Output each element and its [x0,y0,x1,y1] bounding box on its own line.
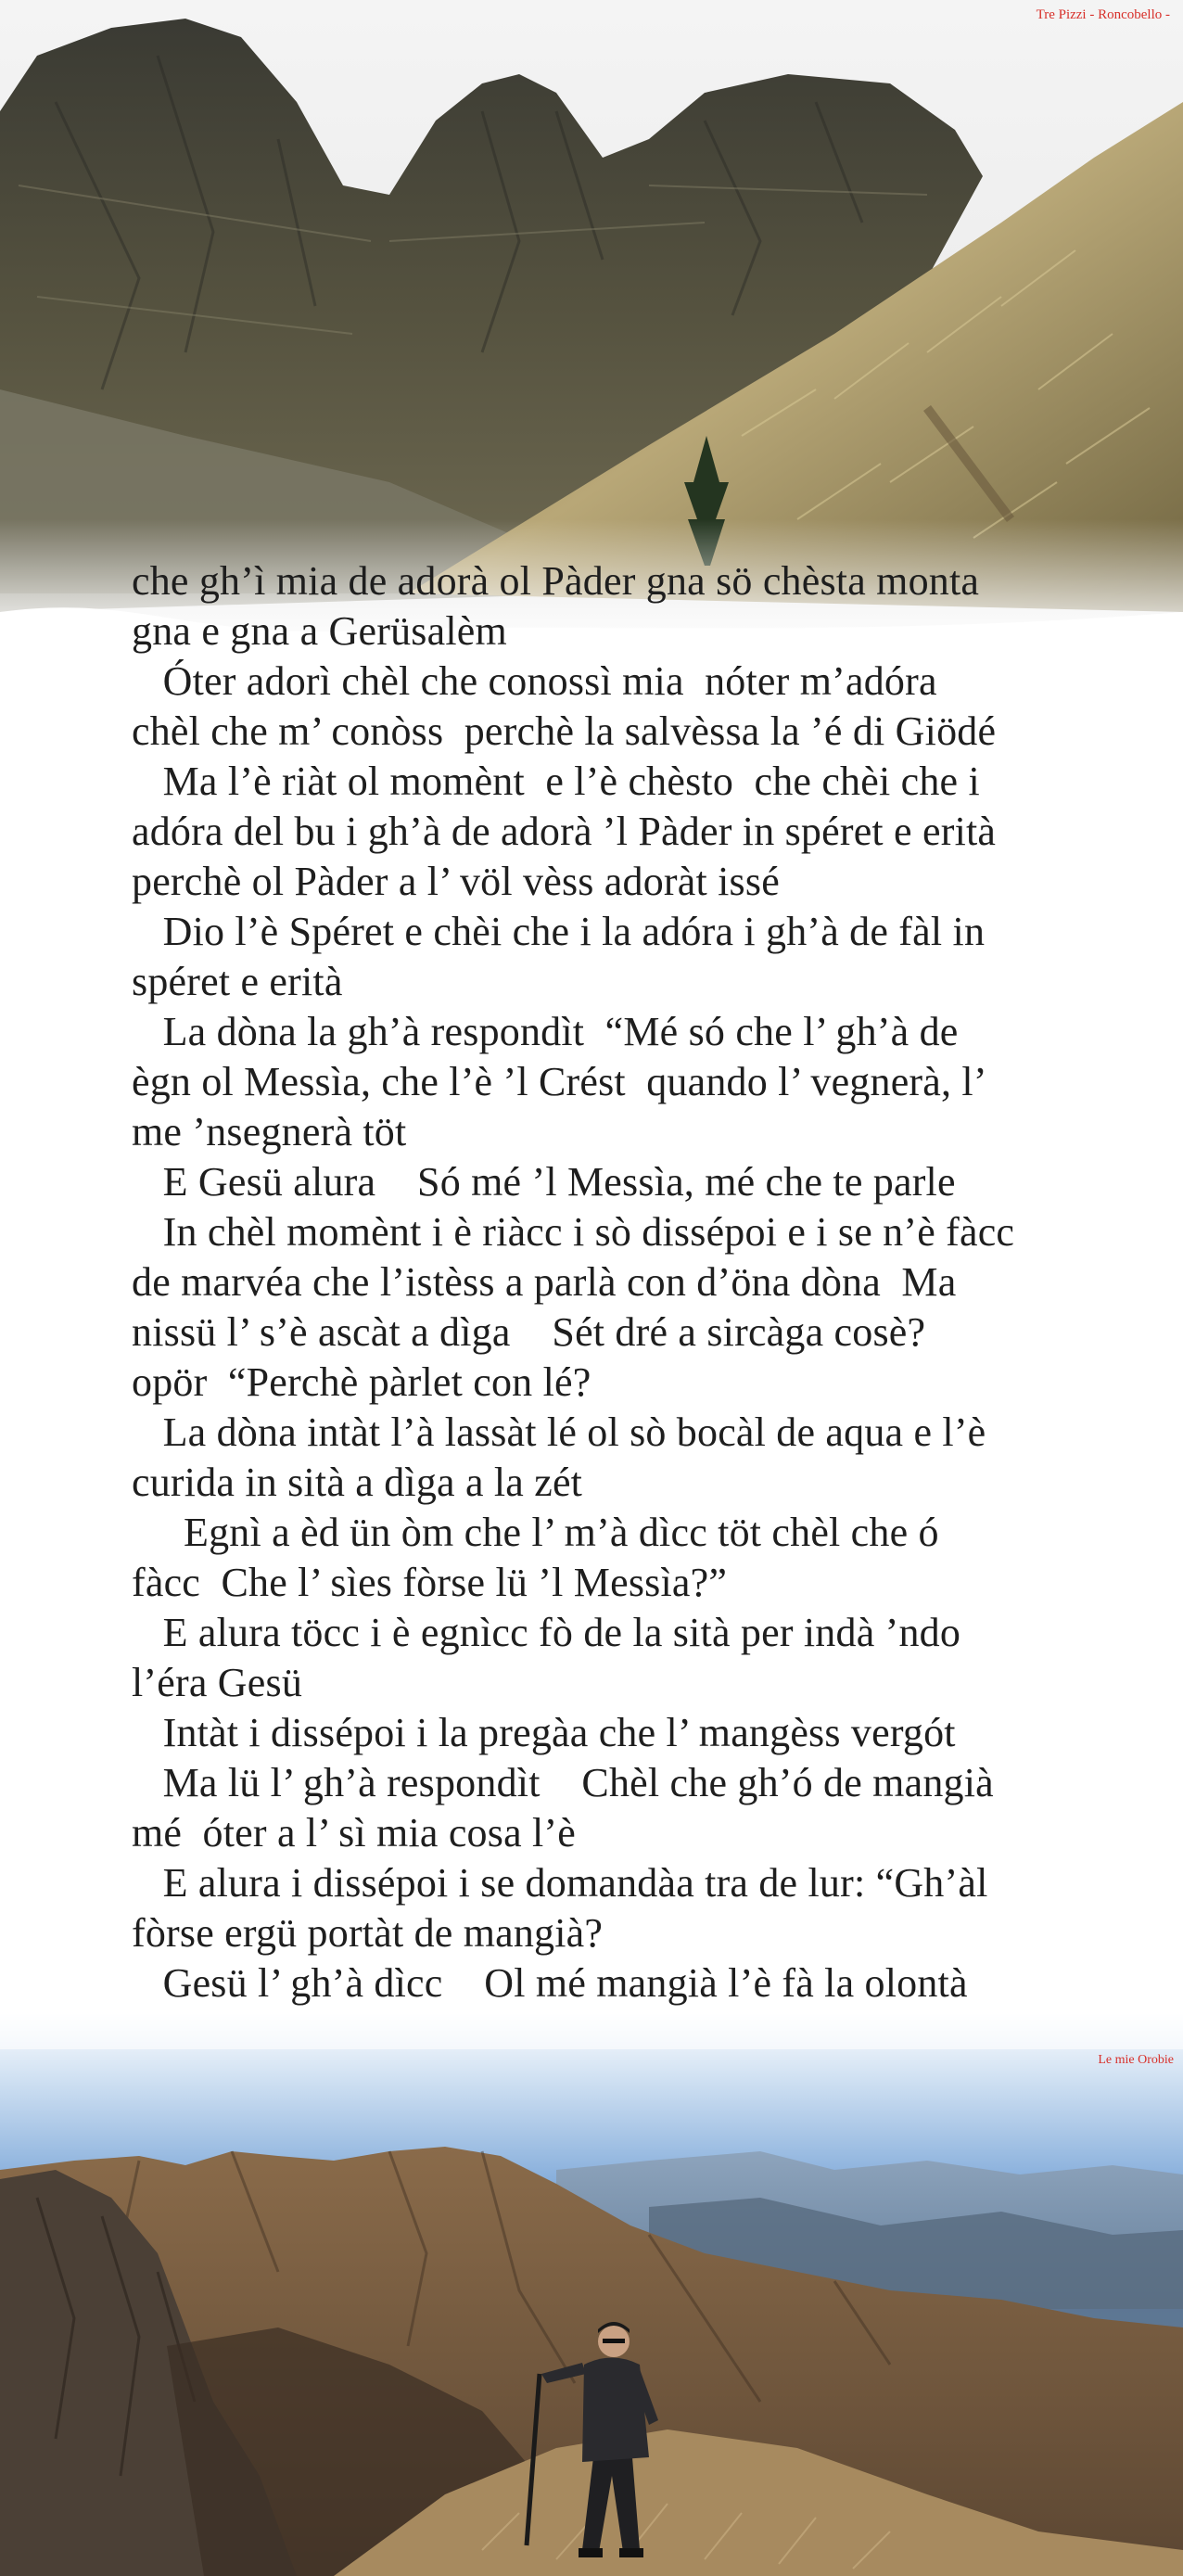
text-line: curida in sità a dìga a la zét [132,1460,583,1505]
text-line: fòrse ergü portàt de mangià? [132,1910,604,1956]
mountain-peaks-photo [0,0,1183,649]
text-line: mé óter a l’ sì mia cosa l’è [132,1810,577,1855]
photo-caption-bottom: Le mie Orobie [1098,2053,1174,2067]
text-line: Ma lü l’ gh’à respondìt Chèl che gh’ó de mangià [132,1760,994,1805]
text-line: me ’nsegnerà töt [132,1109,407,1154]
top-photo [0,0,1183,649]
bottom-photo [0,2012,1183,2576]
text-line: de marvéa che l’istèss a parlà con d’öna dòna Ma [132,1259,957,1305]
hiker-on-ridge-photo [0,2012,1183,2576]
text-line: La dòna la gh’à respondìt “Mé só che l’ gh’à de [132,1009,959,1054]
text-line: l’éra Gesü [132,1660,303,1705]
text-line: E Gesü alura Só mé ’l Messìa, mé che te parle [132,1159,956,1205]
text-line: Dio l’è Spéret e chèi che i la adóra i gh’à de fàl in [132,909,986,954]
text-line: In chèl momènt i è riàcc i sò dissépoi e i se n’è fàcc [132,1209,1015,1255]
text-line: La dòna intàt l’à lassàt lé ol sò bocàl de aqua e l’è [132,1409,986,1455]
text-line: che gh’ì mia de adorà ol Pàder gna sö chèsta monta [132,558,980,604]
text-line: Intàt i dissépoi i la pregàa che l’ mangèss vergót [132,1710,956,1755]
text-line: E alura töcc i è egnìcc fò de la sità per indà ’ndo [132,1610,961,1655]
text-line: chèl che m’ conòss perchè la salvèssa la ’é di Giödé [132,708,997,754]
text-line: Óter adorì chèl che conossì mia nóter m’adóra [132,658,937,704]
text-line: fàcc Che l’ sìes fòrse lü ’l Messìa?” [132,1560,728,1605]
text-line: perchè ol Pàder a l’ völ vèss adoràt issé [132,859,780,904]
text-line: E alura i dissépoi i se domandàa tra de lur: “Gh’àl [132,1860,988,1906]
text-line: adóra del bu i gh’à de adorà ’l Pàder in spéret e erità [132,809,997,854]
text-line: Ma l’è riàt ol momènt e l’è chèsto che chèi che i [132,759,980,804]
photo-caption-top: Tre Pizzi - Roncobello - [1036,7,1170,22]
text-line: Egnì a èd ün òm che l’ m’à dìcc töt chèl che ó [132,1510,939,1555]
text-line: opör “Perchè pàrlet con lé? [132,1359,592,1405]
text-line: ègn ol Messìa, che l’è ’l Crést quando l’ vegnerà, l’ [132,1059,987,1104]
text-line: nissü l’ s’è ascàt a dìga Sét dré a sircàga cosè? [132,1309,926,1355]
poem-text-body [0,556,1183,2059]
text-line: spéret e erità [132,959,343,1004]
text-line: gna e gna a Gerüsalèm [132,608,507,654]
text-line: Gesü l’ gh’à dìcc Ol mé mangià l’è fà la olontà [132,1960,968,2006]
